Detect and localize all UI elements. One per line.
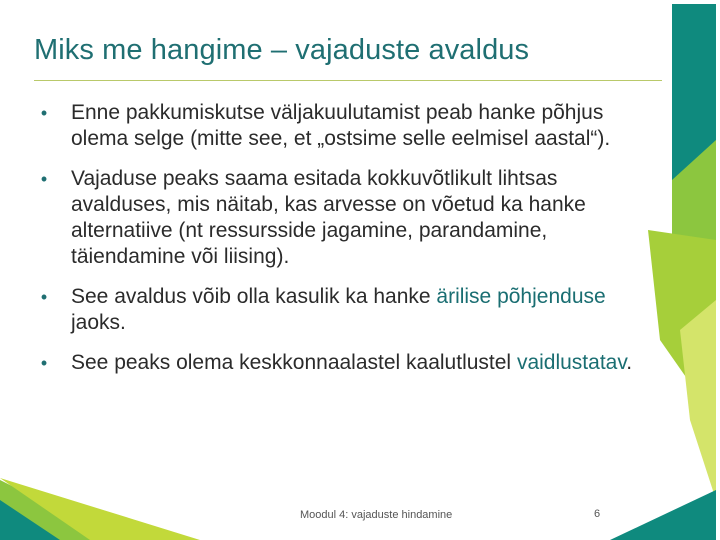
bullet-item <box>34 166 634 270</box>
bullet-item <box>34 100 634 152</box>
bullet-text: Enne pakkumiskutse väljakuulutamist peab hanke põhjus olema selge (mitte see, et „ostsime selle eelmisel aastal“). <box>71 101 611 150</box>
footer-text: Moodul 4: vajaduste hindamine <box>300 509 453 521</box>
title-divider <box>34 80 662 81</box>
bullet-text: See avaldus võib olla kasulik ka hanke <box>71 285 437 308</box>
bullet-dot-icon: • <box>40 353 48 373</box>
bullet-text: . <box>626 351 633 374</box>
highlighted-term: vaidlustatav <box>516 351 627 374</box>
bottom-right-teal <box>610 490 716 540</box>
bullet-list <box>34 100 634 390</box>
bullet-dot-icon: • <box>40 287 48 307</box>
slide-title: Miks me hangime – vajaduste avaldus <box>34 34 530 66</box>
bullet-dot-icon: • <box>40 169 48 189</box>
highlighted-term: ärilise põhjenduse <box>436 285 606 308</box>
page-number: 6 <box>594 508 601 520</box>
right-light-wedge <box>680 300 716 500</box>
bullet-dot-icon: • <box>40 103 48 123</box>
bullet-text: See peaks olema keskkonnaalastel kaalutlustel <box>71 351 517 374</box>
bullet-item <box>34 284 634 336</box>
bullet-item <box>34 350 634 376</box>
bullet-text: jaoks. <box>71 311 126 334</box>
bullet-text: Vajaduse peaks saama esitada kokkuvõtlikult lihtsas avalduses, mis näitab, kas arvesse on võetud ka hanke alternatiive (nt ressursside jagamine, parandamine, täiendamine või liising). <box>71 167 586 268</box>
